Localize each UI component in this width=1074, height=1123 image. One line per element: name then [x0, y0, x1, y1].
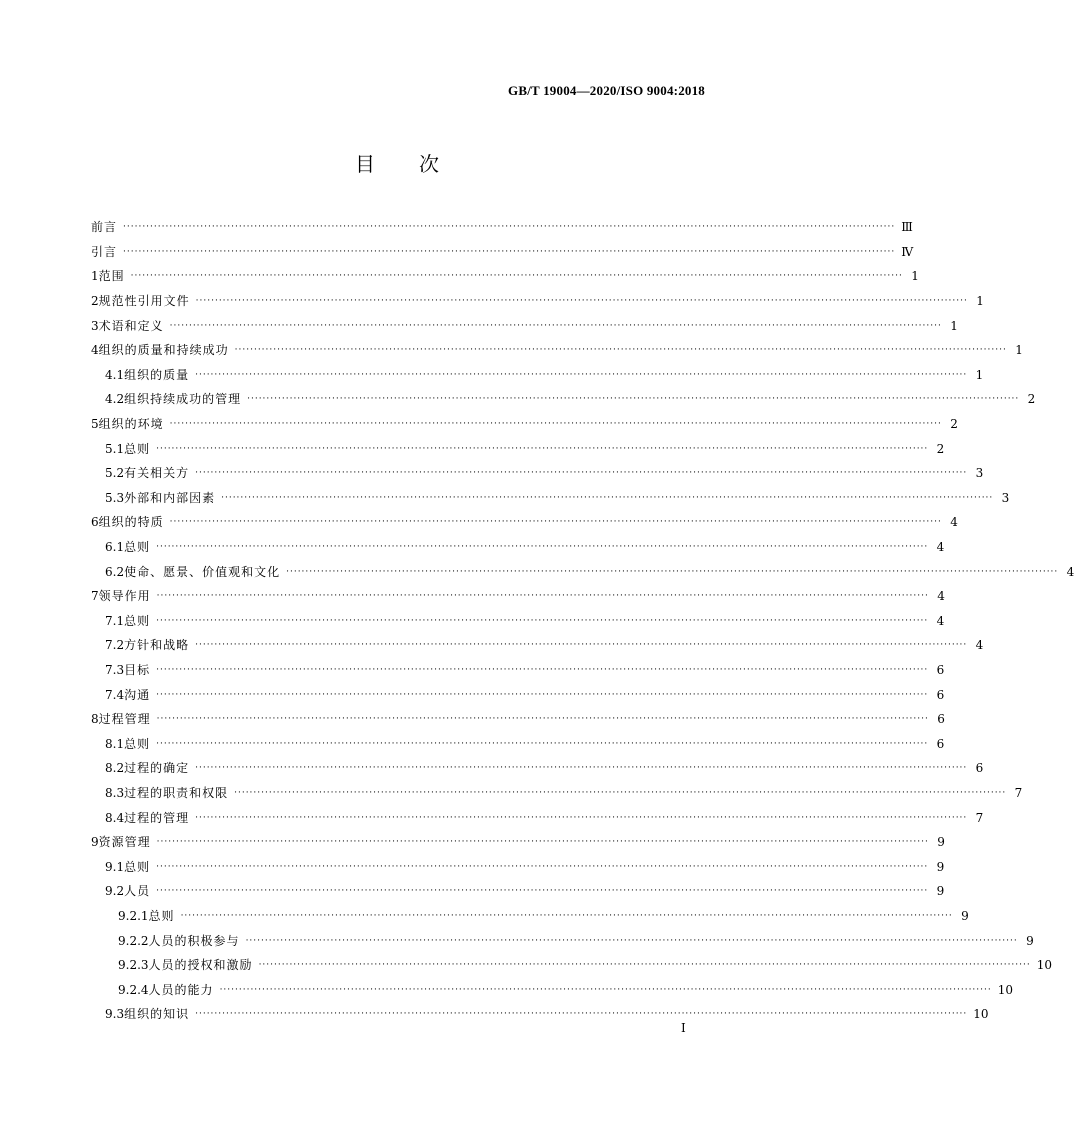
toc-entry-number: 7.1 [105, 613, 125, 628]
toc-entry-number: 4 [91, 343, 99, 358]
toc-entry-number: 4.2 [105, 392, 125, 407]
toc-entry[interactable] [91, 313, 958, 338]
toc-entry[interactable] [91, 682, 945, 707]
toc-entry-page: 4 [936, 540, 945, 555]
toc-entry-page: 2 [950, 417, 958, 432]
toc-leader-dots: ········································································································································································································ [195, 468, 968, 479]
toc-entry-page: 10 [1036, 958, 1053, 973]
toc-entry-number: 6.1 [105, 540, 125, 555]
toc-entry-number: 7.2 [105, 638, 125, 653]
toc-entry[interactable] [91, 977, 1014, 1002]
toc-entry[interactable] [91, 904, 969, 929]
toc-entry[interactable] [91, 805, 984, 830]
toc-leader-dots: ········································································································································································································ [234, 787, 1007, 798]
toc-leader-dots: ········································································································································································································ [156, 714, 929, 725]
toc-entry-page: 9 [937, 835, 945, 850]
toc-entry-number: 2 [91, 294, 99, 309]
toc-entry-number: 5.3 [105, 490, 125, 505]
toc-entry-label: 组织的质量 [124, 367, 190, 382]
toc-entry-label: 人员的积极参与 [148, 933, 240, 948]
toc-entry[interactable] [91, 412, 958, 437]
toc-entry[interactable] [91, 781, 1023, 806]
toc-entry-number: 8.3 [105, 785, 125, 800]
toc-entry-label: 人员的能力 [148, 982, 214, 997]
toc-entry-number: 9.1 [105, 859, 125, 874]
toc-entry-page: 2 [936, 441, 945, 456]
toc-leader-dots: ········································································································································································································ [123, 222, 896, 233]
toc-entry[interactable] [91, 289, 984, 314]
toc-entry-label: 总则 [124, 441, 151, 456]
page-title: 目次 [355, 152, 483, 176]
toc-entry-number: 7 [91, 589, 99, 604]
toc-leader-dots: ········································································································································································································ [221, 492, 994, 503]
toc-entry-page: 6 [936, 687, 945, 702]
page-number: I [681, 1021, 686, 1035]
toc-leader-dots: ········································································································································································································ [156, 615, 929, 626]
toc-entry-label: 总则 [124, 540, 151, 555]
toc-entry-label: 组织的知识 [124, 1007, 190, 1022]
toc-entry-label: 组织持续成功的管理 [124, 392, 242, 407]
toc-entry-label: 规范性引用文件 [98, 294, 190, 309]
toc-entry[interactable] [91, 854, 945, 879]
toc-entry-page: 6 [937, 712, 945, 727]
toc-leader-dots: ········································································································································································································ [130, 271, 903, 282]
toc-leader-dots: ········································································································································································································ [156, 664, 929, 675]
toc-entry[interactable] [91, 1002, 989, 1027]
toc-leader-dots: ········································································································································································································ [247, 394, 1020, 405]
toc-entry-number: 5.1 [105, 441, 125, 456]
toc-entry[interactable] [91, 633, 984, 658]
toc-leader-dots: ········································································································································································································ [286, 566, 1059, 577]
toc-entry-page: 1 [950, 318, 958, 333]
toc-entry-number: 8.2 [105, 761, 125, 776]
toc-entry-number: 7.4 [105, 687, 125, 702]
toc-leader-dots: ········································································································································································································ [245, 935, 1018, 946]
toc-entry[interactable] [91, 240, 914, 265]
toc-entry-number: 9.2.4 [118, 982, 149, 997]
toc-entry-page: 10 [973, 1007, 989, 1022]
toc-entry-page: 6 [936, 736, 945, 751]
toc-entry-page: 2 [1027, 392, 1036, 407]
toc-entry-label: 外部和内部因素 [124, 490, 216, 505]
toc-entry-label: 总则 [124, 613, 151, 628]
toc-leader-dots: ········································································································································································································ [195, 640, 968, 651]
toc-entry-label: 人员 [124, 884, 151, 899]
toc-leader-dots: ········································································································································································································ [258, 960, 1031, 971]
toc-entry[interactable] [91, 756, 984, 781]
toc-entry-page: 4 [1066, 564, 1074, 579]
toc-entry-page: 9 [936, 884, 945, 899]
toc-entry[interactable] [91, 486, 1010, 511]
toc-entry-page: 1 [1015, 343, 1023, 358]
toc-entry-page: 7 [975, 810, 984, 825]
toc-entry[interactable] [91, 436, 945, 461]
toc-leader-dots: ········································································································································································································ [156, 591, 929, 602]
toc-entry-number: 5 [91, 417, 99, 432]
toc-entry-page: 6 [975, 761, 984, 776]
toc-entry-page: 4 [975, 638, 984, 653]
toc-entry-label: 总则 [124, 859, 151, 874]
toc-entry[interactable] [91, 830, 945, 855]
toc-leader-dots: ········································································································································································································ [156, 886, 929, 897]
toc-entry-number: 9.3 [105, 1007, 125, 1022]
toc-entry-page: 6 [936, 662, 945, 677]
toc-leader-dots: ········································································································································································································ [180, 910, 953, 921]
toc-entry-page: 4 [950, 515, 958, 530]
toc-entry[interactable] [91, 387, 1036, 412]
toc-leader-dots: ········································································································································································································ [156, 837, 929, 848]
toc-entry-label: 领导作用 [98, 589, 151, 604]
toc-entry[interactable] [91, 559, 1074, 584]
toc-entry-label: 使命、愿景、价值观和文化 [124, 564, 281, 579]
toc-entry-number: 6.2 [105, 564, 125, 579]
toc-entry-label: 沟通 [124, 687, 151, 702]
toc-entry-page: 4 [936, 613, 945, 628]
toc-leader-dots: ········································································································································································································ [169, 320, 942, 331]
toc-leader-dots: ········································································································································································································ [156, 443, 929, 454]
toc-entry-page: 1 [911, 269, 919, 284]
toc-entry[interactable] [91, 879, 945, 904]
toc-entry-number: 8 [91, 712, 99, 727]
toc-entry-page: Ⅲ [901, 220, 913, 235]
toc-leader-dots: ········································································································································································································ [195, 812, 968, 823]
toc-entry-label: 方针和战略 [124, 638, 190, 653]
toc-entry[interactable] [91, 535, 945, 560]
toc-leader-dots: ········································································································································································································ [219, 984, 992, 995]
toc-entry-page: 7 [1014, 785, 1023, 800]
toc-entry[interactable] [91, 510, 958, 535]
toc-entry-number: 9.2.2 [118, 933, 149, 948]
toc-entry-label: 术语和定义 [98, 318, 164, 333]
toc-entry[interactable] [91, 707, 945, 732]
toc-entry-number: 9 [91, 835, 99, 850]
toc-entry[interactable] [91, 953, 1053, 978]
toc-entry-page: 3 [975, 466, 984, 481]
toc-entry[interactable] [91, 928, 1034, 953]
toc-entry-label: 人员的授权和激励 [148, 958, 253, 973]
table-of-contents [91, 215, 1074, 1027]
toc-entry-label: 组织的特质 [98, 515, 164, 530]
toc-entry-label: 有关相关方 [124, 466, 190, 481]
toc-entry-label: 过程的管理 [124, 810, 190, 825]
toc-entry-label: 总则 [148, 908, 175, 923]
toc-entry-label: 前言 [91, 220, 118, 235]
toc-entry-page: 1 [976, 294, 984, 309]
toc-entry-label: 过程管理 [98, 712, 151, 727]
toc-leader-dots: ········································································································································································································ [156, 861, 929, 872]
toc-entry[interactable] [91, 584, 945, 609]
toc-leader-dots: ········································································································································································································ [123, 246, 896, 257]
toc-entry-number: 7.3 [105, 662, 125, 677]
toc-entry[interactable] [91, 609, 945, 634]
toc-entry-number: 8.4 [105, 810, 125, 825]
toc-entry-label: 目标 [124, 662, 151, 677]
toc-entry-label: 资源管理 [98, 835, 151, 850]
toc-entry[interactable] [91, 731, 945, 756]
standard-code-header: GB/T 19004—2020/ISO 9004:2018 [508, 83, 705, 98]
toc-entry-label: 过程的确定 [124, 761, 190, 776]
toc-entry-number: 9.2 [105, 884, 125, 899]
toc-entry-page: 9 [936, 859, 945, 874]
toc-entry-page: 1 [975, 367, 984, 382]
toc-leader-dots: ········································································································································································································ [156, 738, 929, 749]
toc-entry-number: 9.2.3 [118, 958, 149, 973]
toc-leader-dots: ········································································································································································································ [195, 296, 968, 307]
toc-leader-dots: ········································································································································································································ [169, 517, 942, 528]
toc-entry-number: 5.2 [105, 466, 125, 481]
toc-leader-dots: ········································································································································································································ [234, 345, 1007, 356]
toc-entry[interactable] [91, 363, 984, 388]
toc-entry[interactable] [91, 215, 913, 240]
toc-entry-label: 组织的环境 [98, 417, 164, 432]
toc-leader-dots: ········································································································································································································ [195, 763, 968, 774]
toc-leader-dots: ········································································································································································································ [156, 542, 929, 553]
toc-entry[interactable] [91, 338, 1023, 363]
toc-entry-page: 4 [937, 589, 945, 604]
toc-leader-dots: ········································································································································································································ [195, 1009, 968, 1020]
toc-entry-number: 8.1 [105, 736, 125, 751]
toc-entry-label: 过程的职责和权限 [124, 785, 229, 800]
toc-entry-page: 3 [1001, 490, 1010, 505]
toc-leader-dots: ········································································································································································································ [195, 369, 968, 380]
toc-entry-number: 4.1 [105, 367, 125, 382]
toc-entry-label: 总则 [124, 736, 151, 751]
toc-entry[interactable] [91, 658, 945, 683]
toc-entry-label: 组织的质量和持续成功 [98, 343, 229, 358]
toc-entry-number: 6 [91, 515, 99, 530]
toc-entry-label: 引言 [91, 244, 118, 259]
toc-entry-number: 9.2.1 [118, 908, 149, 923]
toc-entry[interactable] [91, 461, 984, 486]
toc-leader-dots: ········································································································································································································ [156, 689, 929, 700]
toc-entry-page: 9 [961, 908, 969, 923]
toc-entry[interactable] [91, 264, 919, 289]
toc-entry-page: 9 [1026, 933, 1034, 948]
toc-entry-page: 10 [997, 982, 1014, 997]
toc-entry-number: 1 [91, 269, 99, 284]
toc-entry-number: 3 [91, 318, 99, 333]
toc-leader-dots: ········································································································································································································ [169, 419, 942, 430]
toc-entry-page: Ⅳ [901, 244, 914, 259]
toc-entry-label: 范围 [98, 269, 125, 284]
